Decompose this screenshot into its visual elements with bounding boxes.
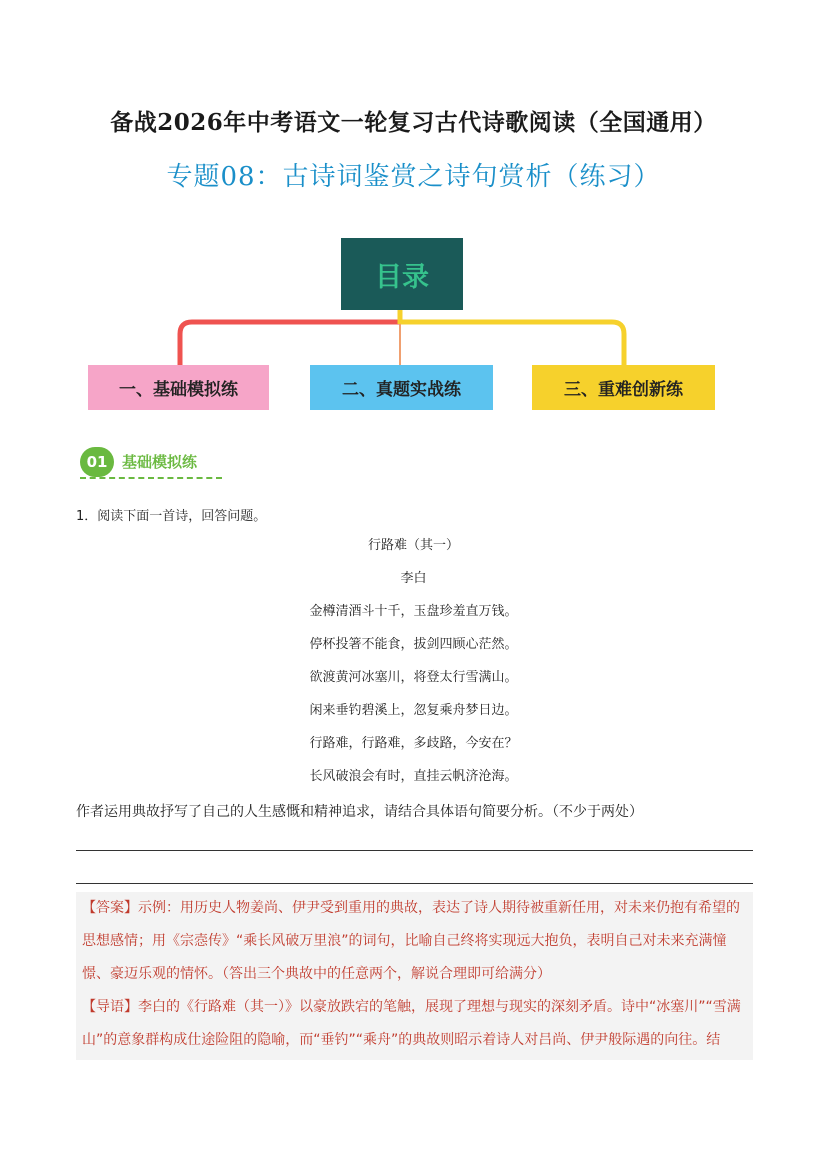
section-underline bbox=[80, 477, 222, 479]
section-heading bbox=[80, 445, 240, 479]
section-label: 基础模拟练 bbox=[122, 453, 198, 471]
guide-paragraph bbox=[82, 991, 747, 1057]
question-task: 作者运用典故抒写了自己的人生感慨和精神追求，请结合具体语句简要分析。（不少于两处） bbox=[76, 804, 643, 820]
poem-line: 停杯投箸不能食，拔剑四顾心茫然。 bbox=[309, 637, 518, 652]
answer-tag: 【答案】 bbox=[82, 900, 138, 916]
guide-tag: 【导语】 bbox=[82, 999, 138, 1015]
document-subtitle: 专题08：古诗词鉴赏之诗句赏析（练习） bbox=[166, 162, 661, 192]
answer-writing-line bbox=[76, 850, 753, 851]
poem-line: 行路难，行路难，多歧路，今安在？ bbox=[309, 736, 518, 751]
question-intro: 1．阅读下面一首诗，回答问题。 bbox=[76, 509, 267, 524]
poem-line: 金樽清酒斗十千，玉盘珍羞直万钱。 bbox=[309, 604, 518, 619]
toc-item-basic-practice[interactable]: 一、基础模拟练 bbox=[88, 365, 269, 410]
poem-line: 长风破浪会有时，直挂云帆济沧海。 bbox=[309, 769, 518, 784]
poem-line: 欲渡黄河冰塞川，将登太行雪满山。 bbox=[309, 670, 518, 685]
answer-paragraph bbox=[82, 892, 747, 991]
poem-title: 行路难（其一） bbox=[367, 538, 459, 553]
toc-item-real-exam-practice[interactable]: 二、真题实战练 bbox=[310, 365, 493, 410]
document-title: 备战2026年中考语文一轮复习古代诗歌阅读（全国通用） bbox=[110, 109, 717, 136]
poem-author: 李白 bbox=[400, 571, 427, 586]
answer-writing-line bbox=[76, 883, 753, 884]
answer-box bbox=[76, 892, 753, 1060]
section-number-badge: 01 bbox=[80, 447, 114, 477]
answer-text: 示例：用历史人物姜尚、伊尹受到重用的典故，表达了诗人期待被重新任用，对未来仍抱有希望的思想感情；用《宗悫传》“乘长风破万里浪”的词句，比喻自己终将实现远大抱负，表明自己对未来充满憧憬、豪迈乐观的情怀。（答出三个典故中的任意两个，解说合理即可给满分） bbox=[82, 900, 740, 982]
poem-block bbox=[0, 535, 827, 799]
guide-text: 李白的《行路难（其一）》以豪放跌宕的笔触，展现了理想与现实的深刻矛盾。诗中“冰塞川”“雪满山”的意象群构成仕途险阻的隐喻，而“垂钓”“乘舟”的典故则昭示着诗人对吕尚、伊尹般际遇的向往。结 bbox=[82, 999, 741, 1048]
toc-item-innovation-practice[interactable]: 三、重难创新练 bbox=[532, 365, 715, 410]
toc-main-box: 目录 bbox=[341, 238, 463, 310]
toc-connector-lines bbox=[0, 0, 827, 420]
poem-line: 闲来垂钓碧溪上，忽复乘舟梦日边。 bbox=[309, 703, 518, 718]
